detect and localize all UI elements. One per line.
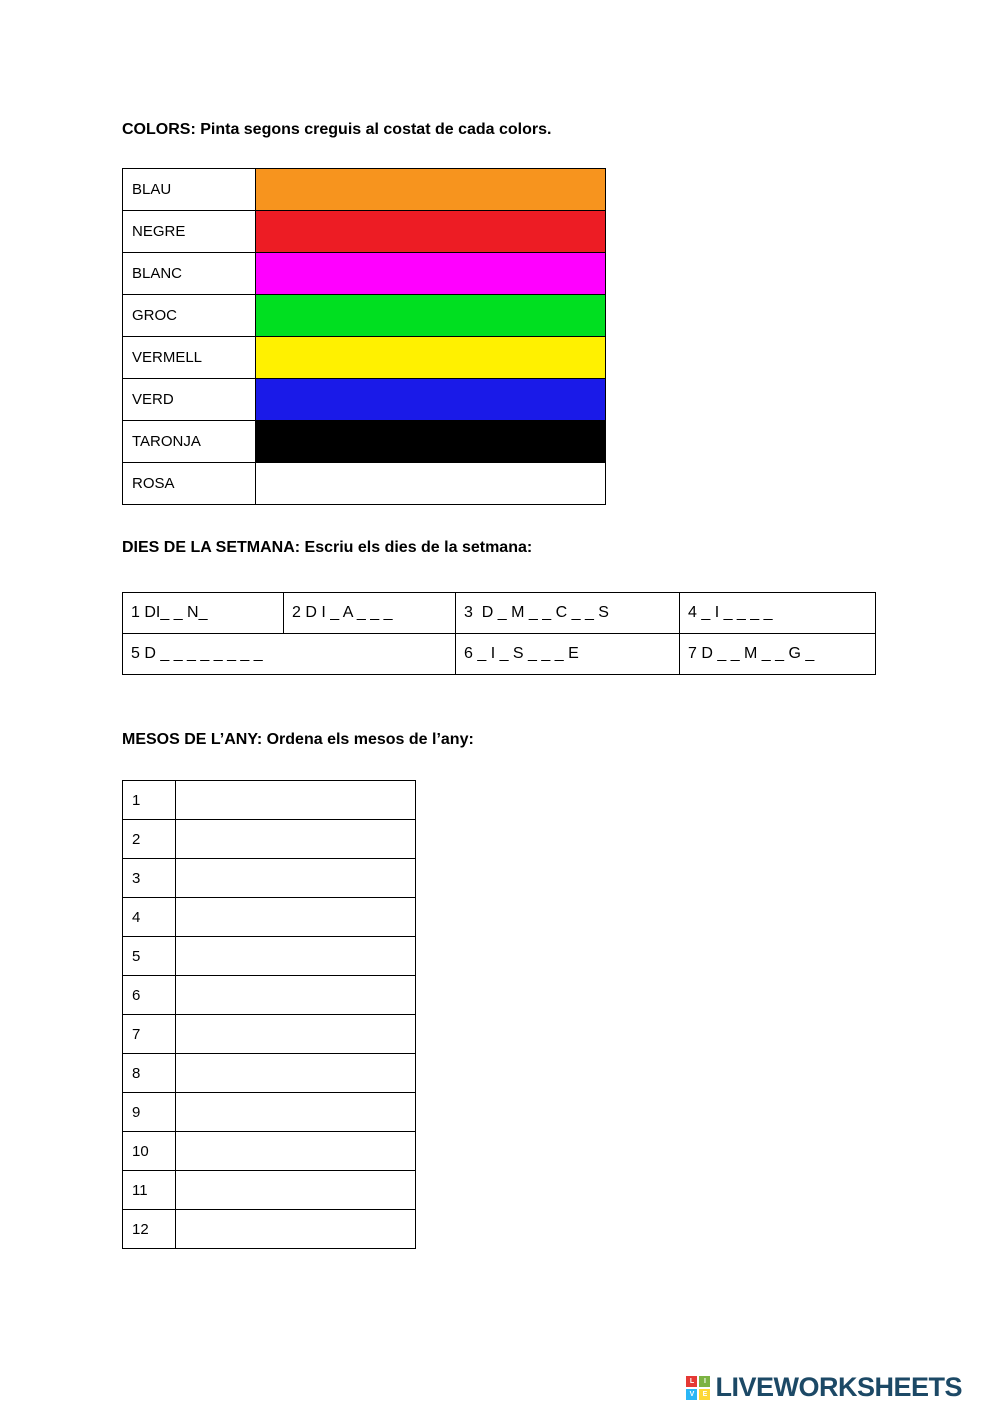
day-blank-cell[interactable]: 6 _ I _ S _ _ _ E [456, 634, 680, 675]
table-row [123, 1015, 416, 1054]
table-row [123, 1210, 416, 1249]
color-swatch[interactable] [256, 421, 606, 463]
month-answer-cell[interactable] [176, 1015, 416, 1054]
table-row [123, 976, 416, 1015]
month-answer-cell[interactable] [176, 1093, 416, 1132]
table-row [123, 898, 416, 937]
month-answer-cell[interactable] [176, 781, 416, 820]
day-blank-cell[interactable]: 5 D _ _ _ _ _ _ _ _ [123, 634, 456, 675]
table-row [123, 337, 606, 379]
color-label: GROC [123, 295, 256, 337]
table-row [123, 937, 416, 976]
color-label: BLAU [123, 169, 256, 211]
color-label: NEGRE [123, 211, 256, 253]
color-label: VERD [123, 379, 256, 421]
month-number: 1 [123, 781, 176, 820]
color-swatch[interactable] [256, 379, 606, 421]
month-number: 11 [123, 1171, 176, 1210]
day-blank-cell[interactable]: 4 _ I _ _ _ _ [680, 593, 876, 634]
month-number: 9 [123, 1093, 176, 1132]
liveworksheets-wordmark: LIVEWORKSHEETS [715, 1372, 962, 1402]
month-number: 4 [123, 898, 176, 937]
table-row [123, 1132, 416, 1171]
month-number: 10 [123, 1132, 176, 1171]
day-blank-cell[interactable]: 3 D _ M _ _ C _ _ S [456, 593, 680, 634]
table-row [123, 634, 876, 675]
table-row [123, 1054, 416, 1093]
color-label: VERMELL [123, 337, 256, 379]
liveworksheets-logo-icon [686, 1376, 710, 1400]
color-swatch[interactable] [256, 337, 606, 379]
days-section-heading: DIES DE LA SETMANA: Escriu els dies de la setmana: [122, 539, 533, 556]
color-label: ROSA [123, 463, 256, 505]
table-row [123, 1093, 416, 1132]
table-row [123, 859, 416, 898]
month-answer-cell[interactable] [176, 1054, 416, 1093]
table-row [123, 295, 606, 337]
month-answer-cell[interactable] [176, 898, 416, 937]
month-answer-cell[interactable] [176, 1132, 416, 1171]
color-swatch[interactable] [256, 295, 606, 337]
table-row [123, 781, 416, 820]
days-table [122, 592, 876, 675]
logo-square: E [699, 1389, 710, 1400]
color-label: TARONJA [123, 421, 256, 463]
month-number: 8 [123, 1054, 176, 1093]
table-row [123, 421, 606, 463]
color-label: BLANC [123, 253, 256, 295]
month-number: 6 [123, 976, 176, 1015]
colors-table [122, 168, 606, 505]
table-row [123, 820, 416, 859]
months-table [122, 780, 416, 1249]
logo-square: V [686, 1389, 697, 1400]
table-row [123, 169, 606, 211]
month-answer-cell[interactable] [176, 976, 416, 1015]
day-blank-cell[interactable]: 2 D I _ A _ _ _ [284, 593, 456, 634]
color-swatch[interactable] [256, 211, 606, 253]
months-section-heading: MESOS DE L’ANY: Ordena els mesos de l’any: [122, 731, 474, 748]
table-row [123, 1171, 416, 1210]
logo-square: L [686, 1376, 697, 1387]
month-answer-cell[interactable] [176, 820, 416, 859]
table-row [123, 253, 606, 295]
month-number: 5 [123, 937, 176, 976]
month-answer-cell[interactable] [176, 859, 416, 898]
table-row [123, 211, 606, 253]
table-row [123, 593, 876, 634]
table-row [123, 379, 606, 421]
table-row [123, 463, 606, 505]
month-number: 12 [123, 1210, 176, 1249]
month-answer-cell[interactable] [176, 1210, 416, 1249]
day-blank-cell[interactable]: 1 DI_ _ N_ [123, 593, 284, 634]
logo-square: I [699, 1376, 710, 1387]
colors-section-heading: COLORS: Pinta segons creguis al costat de cada colors. [122, 121, 552, 138]
color-swatch[interactable] [256, 463, 606, 505]
month-number: 2 [123, 820, 176, 859]
month-answer-cell[interactable] [176, 937, 416, 976]
month-number: 3 [123, 859, 176, 898]
month-number: 7 [123, 1015, 176, 1054]
footer [686, 1372, 962, 1403]
day-blank-cell[interactable]: 7 D _ _ M _ _ G _ [680, 634, 876, 675]
color-swatch[interactable] [256, 169, 606, 211]
color-swatch[interactable] [256, 253, 606, 295]
month-answer-cell[interactable] [176, 1171, 416, 1210]
